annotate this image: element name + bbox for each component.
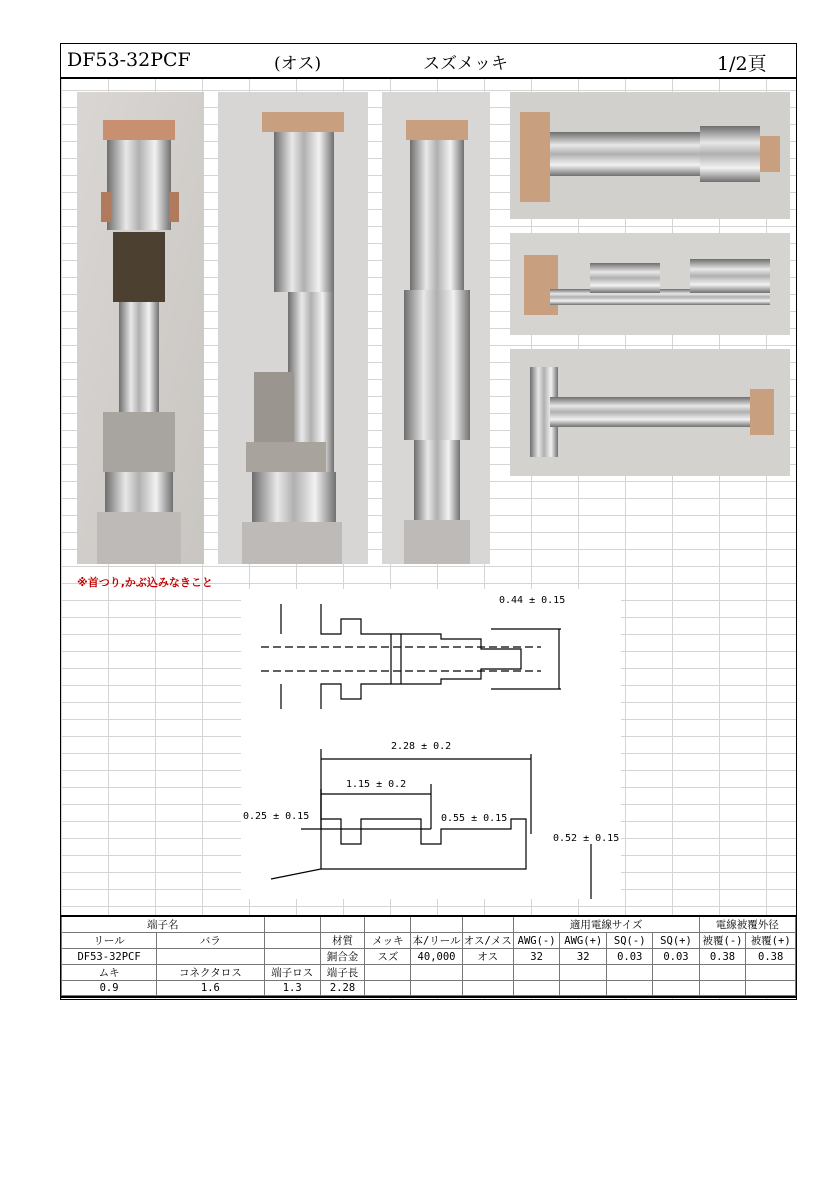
- dim-front-label: 0.25 ± 0.15: [243, 811, 310, 822]
- dim-width-label: 0.44 ± 0.15: [499, 595, 566, 606]
- dim-crimp-label: 1.15 ± 0.2: [346, 779, 407, 790]
- sq-max-header: SQ(+): [653, 933, 699, 949]
- gender-header: オス/メス: [462, 933, 513, 949]
- terminal-photo-front: [77, 92, 204, 564]
- ins-min-value: 0.38: [699, 949, 746, 965]
- qty-value: 40,000: [411, 949, 462, 965]
- conn-loss-value: 1.6: [157, 981, 264, 996]
- dimension-drawing: [241, 589, 621, 899]
- quality-note: ※首つり,かぶ込みなきこと: [77, 576, 213, 589]
- term-len-value: 2.28: [320, 981, 364, 996]
- terminal-name-header: 端子名: [62, 916, 265, 933]
- reel-value: DF53-32PCF: [62, 949, 157, 965]
- dim-gap-label: 0.55 ± 0.15: [441, 813, 508, 824]
- terminal-photo-side-horizontal: [510, 233, 790, 335]
- insulation-header: 電線被覆外径: [699, 916, 795, 933]
- plating-value: スズ: [365, 949, 411, 965]
- dim-length-label: 2.28 ± 0.2: [391, 741, 452, 752]
- ins-min-header: 被覆(-): [699, 933, 746, 949]
- gender-label: (オス): [274, 54, 322, 74]
- awg-max-header: AWG(+): [560, 933, 607, 949]
- awg-min-header: AWG(-): [513, 933, 560, 949]
- sheet-header: [61, 44, 796, 79]
- plating-label: スズメッキ: [423, 54, 508, 74]
- term-loss-value: 1.3: [264, 981, 320, 996]
- material-value: 銅合金: [320, 949, 364, 965]
- conn-loss-header: コネクタロス: [157, 965, 264, 981]
- terminal-photo-side: [218, 92, 368, 564]
- term-loss-header: 端子ロス: [264, 965, 320, 981]
- gender-value: オス: [462, 949, 513, 965]
- reel-header: リール: [62, 933, 157, 949]
- term-len-header: 端子長: [320, 965, 364, 981]
- plating-header: メッキ: [365, 933, 411, 949]
- material-header: 材質: [320, 933, 364, 949]
- sq-max-value: 0.03: [653, 949, 699, 965]
- ins-max-value: 0.38: [746, 949, 796, 965]
- spec-sheet: [60, 43, 797, 1000]
- terminal-photo-back: [382, 92, 490, 564]
- qty-header: 本/リール: [411, 933, 462, 949]
- sheet-bottom-rule: [61, 996, 796, 998]
- sq-min-value: 0.03: [607, 949, 653, 965]
- page-number: 1/2頁: [717, 53, 767, 75]
- dim-height-label: 0.52 ± 0.15: [553, 833, 620, 844]
- strip-header: ムキ: [62, 965, 157, 981]
- loose-header: バラ: [157, 933, 264, 949]
- terminal-photo-bottom: [510, 349, 790, 476]
- sq-min-header: SQ(-): [607, 933, 653, 949]
- awg-min-value: 32: [513, 949, 560, 965]
- spec-table: [61, 915, 796, 996]
- terminal-photo-top: [510, 92, 790, 219]
- strip-value: 0.9: [62, 981, 157, 996]
- part-number-title: DF53-32PCF: [67, 49, 191, 71]
- awg-max-value: 32: [560, 949, 607, 965]
- wire-size-header: 適用電線サイズ: [513, 916, 699, 933]
- ins-max-header: 被覆(+): [746, 933, 796, 949]
